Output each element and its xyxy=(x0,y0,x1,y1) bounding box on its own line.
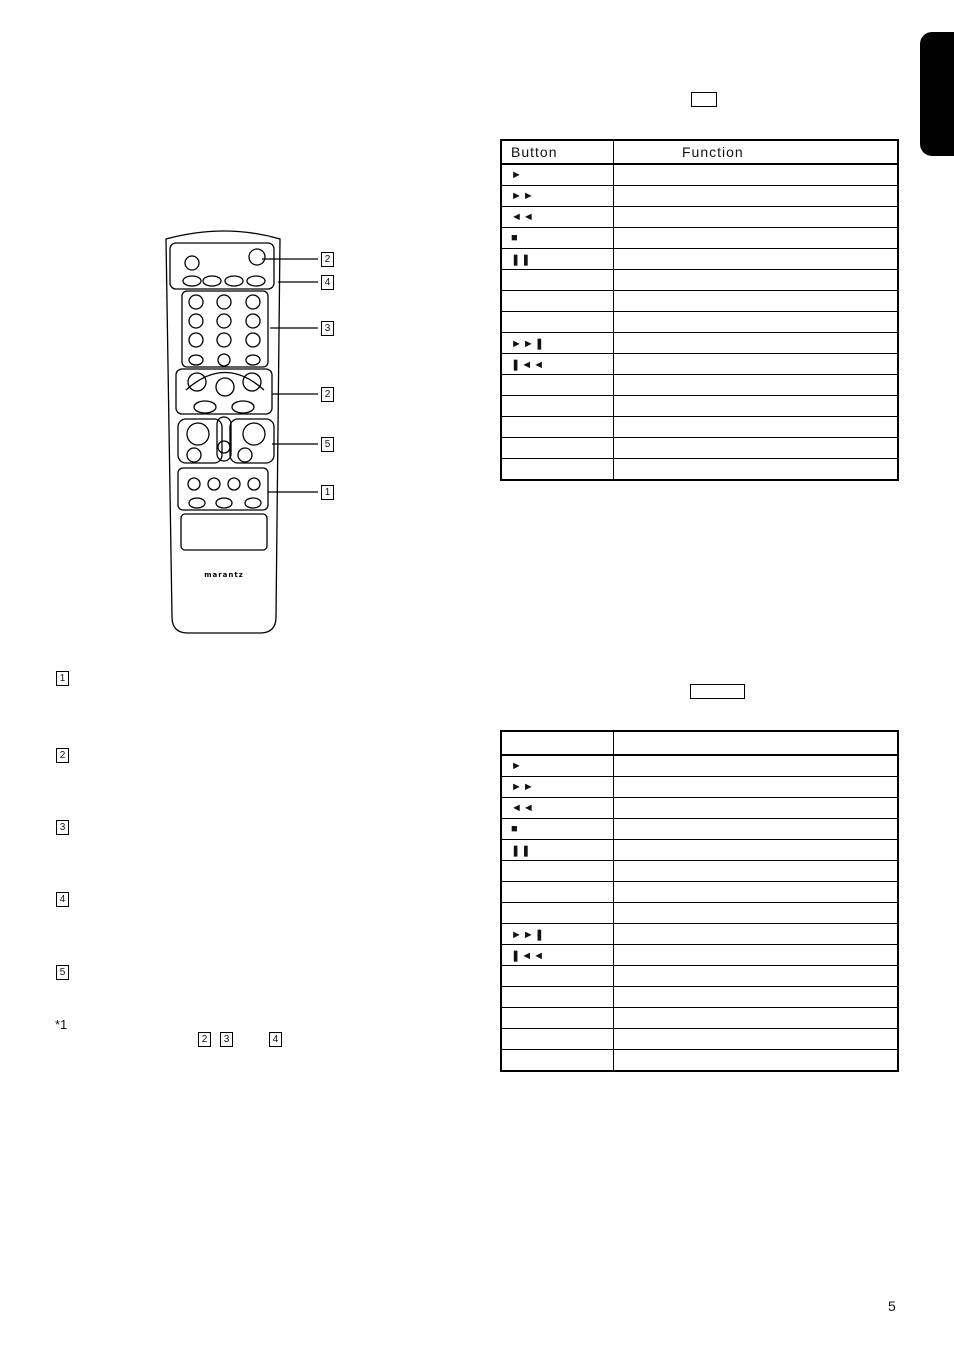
function-cell xyxy=(614,417,899,438)
callout-label: 2 xyxy=(321,387,334,402)
table-row xyxy=(501,291,898,312)
button-symbol-cell xyxy=(501,459,614,481)
table-row xyxy=(501,987,898,1008)
function-cell xyxy=(614,270,899,291)
function-cell xyxy=(614,945,899,966)
table-row xyxy=(501,354,898,375)
table-row xyxy=(501,882,898,903)
table-row xyxy=(501,819,898,840)
function-cell xyxy=(614,1008,899,1029)
function-cell xyxy=(614,354,899,375)
function-cell xyxy=(614,777,899,798)
table-row xyxy=(501,1008,898,1029)
button-symbol-cell: ►►❚ xyxy=(501,333,614,354)
button-symbol-cell: ❚◄◄ xyxy=(501,354,614,375)
callout-label: 3 xyxy=(321,321,334,336)
inline-key-box xyxy=(691,92,717,107)
function-cell xyxy=(614,375,899,396)
footnote-ref: 2 xyxy=(198,1032,211,1047)
function-cell xyxy=(614,186,899,207)
table-row xyxy=(501,228,898,249)
callout-lines xyxy=(250,250,320,510)
button-symbol-cell: ► xyxy=(501,164,614,186)
button-symbol-cell xyxy=(501,987,614,1008)
callout-label: 2 xyxy=(321,252,334,267)
table-row xyxy=(501,798,898,819)
button-symbol-cell xyxy=(501,270,614,291)
function-cell xyxy=(614,755,899,777)
table-row xyxy=(501,459,898,481)
table-row xyxy=(501,755,898,777)
button-symbol-cell: ◄◄ xyxy=(501,207,614,228)
button-symbol-cell: ◄◄ xyxy=(501,798,614,819)
callout-label: 4 xyxy=(321,275,334,290)
table-row xyxy=(501,1029,898,1050)
button-symbol-cell: ►► xyxy=(501,186,614,207)
function-cell xyxy=(614,228,899,249)
function-cell xyxy=(614,333,899,354)
function-cell xyxy=(614,1050,899,1072)
button-symbol-cell xyxy=(501,438,614,459)
header-function: Function xyxy=(614,140,899,164)
function-cell xyxy=(614,438,899,459)
table-row xyxy=(501,207,898,228)
button-symbol-cell xyxy=(501,903,614,924)
function-cell xyxy=(614,1029,899,1050)
legend-marker: 1 xyxy=(56,671,69,686)
legend-marker: 4 xyxy=(56,892,69,907)
header-button xyxy=(501,731,614,755)
function-cell xyxy=(614,987,899,1008)
button-symbol-cell xyxy=(501,396,614,417)
table-row xyxy=(501,966,898,987)
table-row xyxy=(501,1050,898,1072)
legend-marker: 2 xyxy=(56,748,69,763)
brand-logo: marantz xyxy=(204,571,244,579)
callout-label: 5 xyxy=(321,437,334,452)
button-symbol-cell: ■ xyxy=(501,819,614,840)
header-function xyxy=(614,731,899,755)
function-cell xyxy=(614,966,899,987)
header-button: Button xyxy=(501,140,614,164)
button-symbol-cell xyxy=(501,1050,614,1072)
function-cell xyxy=(614,903,899,924)
button-symbol-cell xyxy=(501,291,614,312)
inline-key-box-wide xyxy=(690,684,745,699)
button-symbol-cell xyxy=(501,966,614,987)
footnote-ref: 4 xyxy=(269,1032,282,1047)
function-cell xyxy=(614,924,899,945)
table-row xyxy=(501,164,898,186)
page-number: 5 xyxy=(888,1298,896,1314)
table-row xyxy=(501,861,898,882)
table-row xyxy=(501,840,898,861)
function-cell xyxy=(614,249,899,270)
button-symbol-cell xyxy=(501,417,614,438)
table-row xyxy=(501,945,898,966)
table-row xyxy=(501,249,898,270)
table-row xyxy=(501,333,898,354)
function-cell xyxy=(614,840,899,861)
footnote-ref: 3 xyxy=(220,1032,233,1047)
button-symbol-cell xyxy=(501,882,614,903)
button-symbol-cell xyxy=(501,1029,614,1050)
footnote-marker: *1 xyxy=(55,1017,68,1032)
button-symbol-cell xyxy=(501,375,614,396)
function-cell xyxy=(614,459,899,481)
function-cell xyxy=(614,312,899,333)
legend-marker: 5 xyxy=(56,965,69,980)
table-row xyxy=(501,777,898,798)
table-row xyxy=(501,417,898,438)
section-tab xyxy=(920,32,954,156)
table-row xyxy=(501,312,898,333)
button-symbol-cell xyxy=(501,1008,614,1029)
table-row xyxy=(501,186,898,207)
function-cell xyxy=(614,207,899,228)
button-symbol-cell: ❚◄◄ xyxy=(501,945,614,966)
legend-marker: 3 xyxy=(56,820,69,835)
table-row xyxy=(501,396,898,417)
function-cell xyxy=(614,164,899,186)
callout-label: 1 xyxy=(321,485,334,500)
function-cell xyxy=(614,861,899,882)
button-symbol-cell: ❚❚ xyxy=(501,840,614,861)
button-symbol-cell: ►►❚ xyxy=(501,924,614,945)
table-row xyxy=(501,924,898,945)
button-symbol-cell: ❚❚ xyxy=(501,249,614,270)
table-row xyxy=(501,270,898,291)
function-table-1 xyxy=(500,139,899,481)
button-symbol-cell xyxy=(501,312,614,333)
table-row xyxy=(501,375,898,396)
button-symbol-cell: ► xyxy=(501,755,614,777)
table-row xyxy=(501,438,898,459)
button-symbol-cell: ►► xyxy=(501,777,614,798)
button-symbol-cell xyxy=(501,861,614,882)
function-cell xyxy=(614,291,899,312)
function-table-2 xyxy=(500,730,899,1072)
function-cell xyxy=(614,396,899,417)
function-cell xyxy=(614,819,899,840)
function-cell xyxy=(614,882,899,903)
function-cell xyxy=(614,798,899,819)
button-symbol-cell: ■ xyxy=(501,228,614,249)
table-row xyxy=(501,903,898,924)
